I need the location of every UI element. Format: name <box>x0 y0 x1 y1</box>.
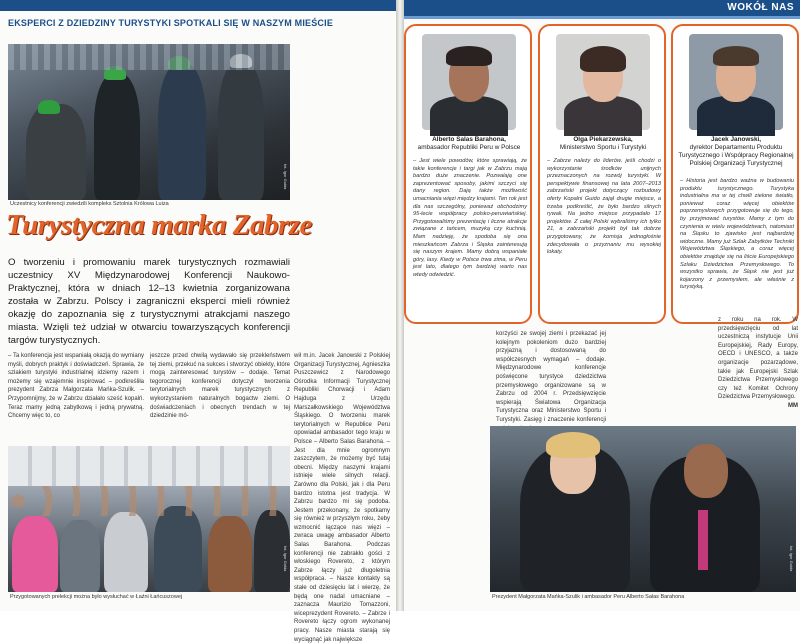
quote-card-janowski <box>671 24 799 324</box>
card-quote: – Zabrze należy do liderów, jeśli chodzi o wykorzystanie środków unijnych przeznaczonych na rozwój turystyki. W perspektywie finansowej na lata 2007–2013 zabrzański projekt dotyczący rozbudowy oferty Kopalni Guido zajął drugie miejsce, a trzeba podkreślić, że było bardzo silnych rywali. Na jedno miejsce przypadało 17 projektów. Z całej Polski wybraliśmy ich tylko 21, a zabrzański projekt był tak dobrze przygotowany, że komisja jednogłośnie zdecydowała o przyznaniu mu wysokiej lokaty. <box>547 158 661 256</box>
quote-card-piekarzewska <box>538 24 666 324</box>
article-column-3: wił m.in. Jacek Janowski z Polskiej Organizacji Turystycznej, Agnieszka Puszczewicz z Narodowego Ośrodka Informacji Turystycznej Republiki Chorwacji i Adam Hajduga z Urzędu Marszałkowskiego Województwa Śląskiego. O tworzeniu marek terytorialnych w Republice Peru opowiadał ambasador tego kraju w Polsce – Alberto Salas Barahona. – Jest dla mnie ogromnym zaszczytem, że możemy być tutaj obecni. Między naszymi krajami istnieje wiele silnych relacji. Zarówno dla Polski, jak i dla Peru bardzo istotna jest tradycja. W Zabrzu bardzo mi się podoba. Jestem przekonany, że spotkamy się również w przyszłym roku, żeby wzmocnić łączące nas więzi – zwraca uwagę ambasador Alberto Salas Barahona. Podczas konferencji nie zabrakło gości z włoskiego Rovereto, z którym Zabrze łączy już długoletnia współpraca. – Nasze kontakty są stałe od dziesięciu lat i wierzę, że będą one nadal umacniane – zaznacza Maurizio Tomazzoni, wiceprezydent Rovereto. – Zabrze i Rovereto łączy ogrom wykonanej pracy. Nasze miasta starają się wyciągnąć jak największe <box>294 353 390 643</box>
photo-credit: fot. Igor Gołda <box>283 546 288 572</box>
conference-hall-photo <box>8 446 290 592</box>
article-title: Turystyczna marka Zabrze <box>6 209 312 241</box>
portrait-photo <box>422 34 516 130</box>
article-column-1: – Ta konferencja jest wspaniałą okazją do wymiany myśli, dobrych praktyk i doświadczeń. Sprawia, że szlakiem turystyki industrialnej idziemy razem i możemy się wzajemnie inspirować – podkreśliła prezydent Zabrza Małgorzata Mańka-Szulik. – Przypomnijmy, że w Zabrzu działało sześć kopalń. Teraz mamy jedną zabytkową i jedną prywatną. Chcemy więc to, co <box>8 353 144 420</box>
card-name-block <box>544 136 662 152</box>
card-person-role: dyrektor Departamentu Produktu Turystycznego i Współpracy Regionalnej Polskiej Organizacji Turystycznej <box>678 144 794 167</box>
bottom-photo-caption: Przygotowanych prelekcji można było wysłuchać w Łaźni Łańcuszowej <box>10 594 183 600</box>
article-column-5 <box>718 316 798 411</box>
accent-strip <box>404 16 800 19</box>
section-label: WOKÓŁ NAS <box>727 2 794 13</box>
card-quote: – Historia jest bardzo ważna w budowaniu produktu turystycznego. Turystyka industrialna ma w tej chwili zielone światło, ponieważ coraz więcej obiektów poprzemysłowych przygotowuje się do tego, by przyjmować turystów. Mamy z tym do czynienia w wielu województwach, natomiast na Śląsku to zjawisko jest najbardziej widoczne. Mamy już Szlak Zabytków Techniki Województwa Śląskiego, a coraz więcej obiektów znajduje się na liście Europejskiego Szlaku Dziedzictwa Przemysłowego. To wszystko sprawia, że Śląsk nie jest już kojarzony z przemysłem, ale właśnie z turystyką. <box>680 178 794 291</box>
page-gutter <box>396 0 404 611</box>
right-photo-caption: Prezydent Małgorzata Mańka-Szulik i ambasador Peru Alberto Salas Barahona <box>492 594 685 600</box>
right-page <box>404 0 800 611</box>
article-lead: O tworzeniu i promowaniu marek turystycznych rozmawiali uczestnicy XV Międzynarodowej Konferencji Naukowo-Praktycznej, która w dniach 12–13 kwietnia zorganizowana została w Zabrzu. Polscy i zagraniczni eksperci mieli również okazję do zapoznania się z turystycznymi atrakcjami naszego miasta. Wzięli też udział w otwarciu towarzyszących konferencji targów turystycznych. <box>8 257 290 346</box>
card-name-block <box>410 136 528 152</box>
top-bar <box>0 0 396 11</box>
article-column-2: jeszcze przed chwilą wydawało się przekleństwem tej ziemi, przekuć na sukces i stworzyć obiekty, które mogą zainteresować turystów – dodaje. Temat tegorocznej konferencji dotyczył tworzenia terytorialnych marek turystycznych z wykorzystaniem naturalnych bogactw ziemi. O doświadczeniach i obecnych trendach w tej dziedzinie mó- <box>150 353 290 420</box>
card-person-name: Alberto Salas Barahona, <box>432 136 506 143</box>
article-kicker: EKSPERCI Z DZIEDZINY TURYSTYKI SPOTKALI SIĘ W NASZYM MIEŚCIE <box>8 18 334 28</box>
article-column-5-text: z roku na rok. W przedsięwzięciu od lat uczestniczą instytucje Unii Europejskiej, Rady Europy, OECD i UNESCO, a także organizacje pozarządowe, takie jak Europejski Szlak Dziedzictwa Przemysłowego czy też Komitet Ochrony Dziedzictwa Przemysłowego. <box>718 317 798 401</box>
portrait-photo <box>556 34 650 130</box>
card-name-block <box>677 136 795 168</box>
mine-visit-photo <box>8 44 290 200</box>
top-photo-caption: Uczestnicy konferencji zwiedzili kompleks Sztolnia Królowa Luiza <box>10 201 169 207</box>
president-ambassador-photo <box>490 426 796 592</box>
photo-credit: fot. Igor Gołda <box>283 164 288 190</box>
left-page <box>0 0 396 643</box>
top-bar <box>404 0 800 16</box>
photo-credit: fot. Igor Gołda <box>789 546 794 572</box>
card-quote: – Jest wiele powodów, które sprawiają, że takie konferencje i targi jak w Zabrzu mają bardzo duże znaczenie. Pozwalają one zaprezentować sposoby, jakimi szczyci się dany region. Dają także możliwość umacniania więzi między krajami. Ten rok jest dla nas szczególny, ponieważ obchodzimy 95-lecie współpracy polsko-peruwiańskiej. Przygotowaliśmy prezentację i liczne atrakcje związane z tańcem, muzyką czy kuchnią. Mam nadzieję, że spodoba się ona mieszkańcom Zabrza i Śląska zainteresują się naszym krajem. Mamy dobrą wspaniałe góry, lasy. Kiedy w Polsce trwa zima, w Peru jest lato, dlatego tym bardziej warto nas wtedy odwiedzić. <box>413 158 527 278</box>
author-signature: MM <box>788 402 798 409</box>
card-person-name: Olga Piekarzewska, <box>573 136 633 143</box>
card-person-role: ambasador Republiki Peru w Polsce <box>417 144 521 151</box>
article-column-4: korzyści ze swojej ziemi i przekazać jej kolejnym pokoleniom dużo bardziej przyjazną i dostosowaną do współczesnych wymagań – dodaje. Międzynarodowe konferencje poświęcone turystyce dziedzictwa przemysłowego organizowane są w Zabrzu od 2004 r. Przedsięwzięcie wspierają Światowa Organizacja Turystyczna oraz Ministerstwo Sportu i Turystyki. Zasięg i znaczenie konferencji <box>496 331 606 423</box>
quote-card-salas <box>404 24 532 324</box>
card-person-name: Jacek Janowski, <box>710 136 762 143</box>
card-person-role: Ministerstwo Sportu i Turystyki <box>559 144 647 151</box>
portrait-photo <box>689 34 783 130</box>
